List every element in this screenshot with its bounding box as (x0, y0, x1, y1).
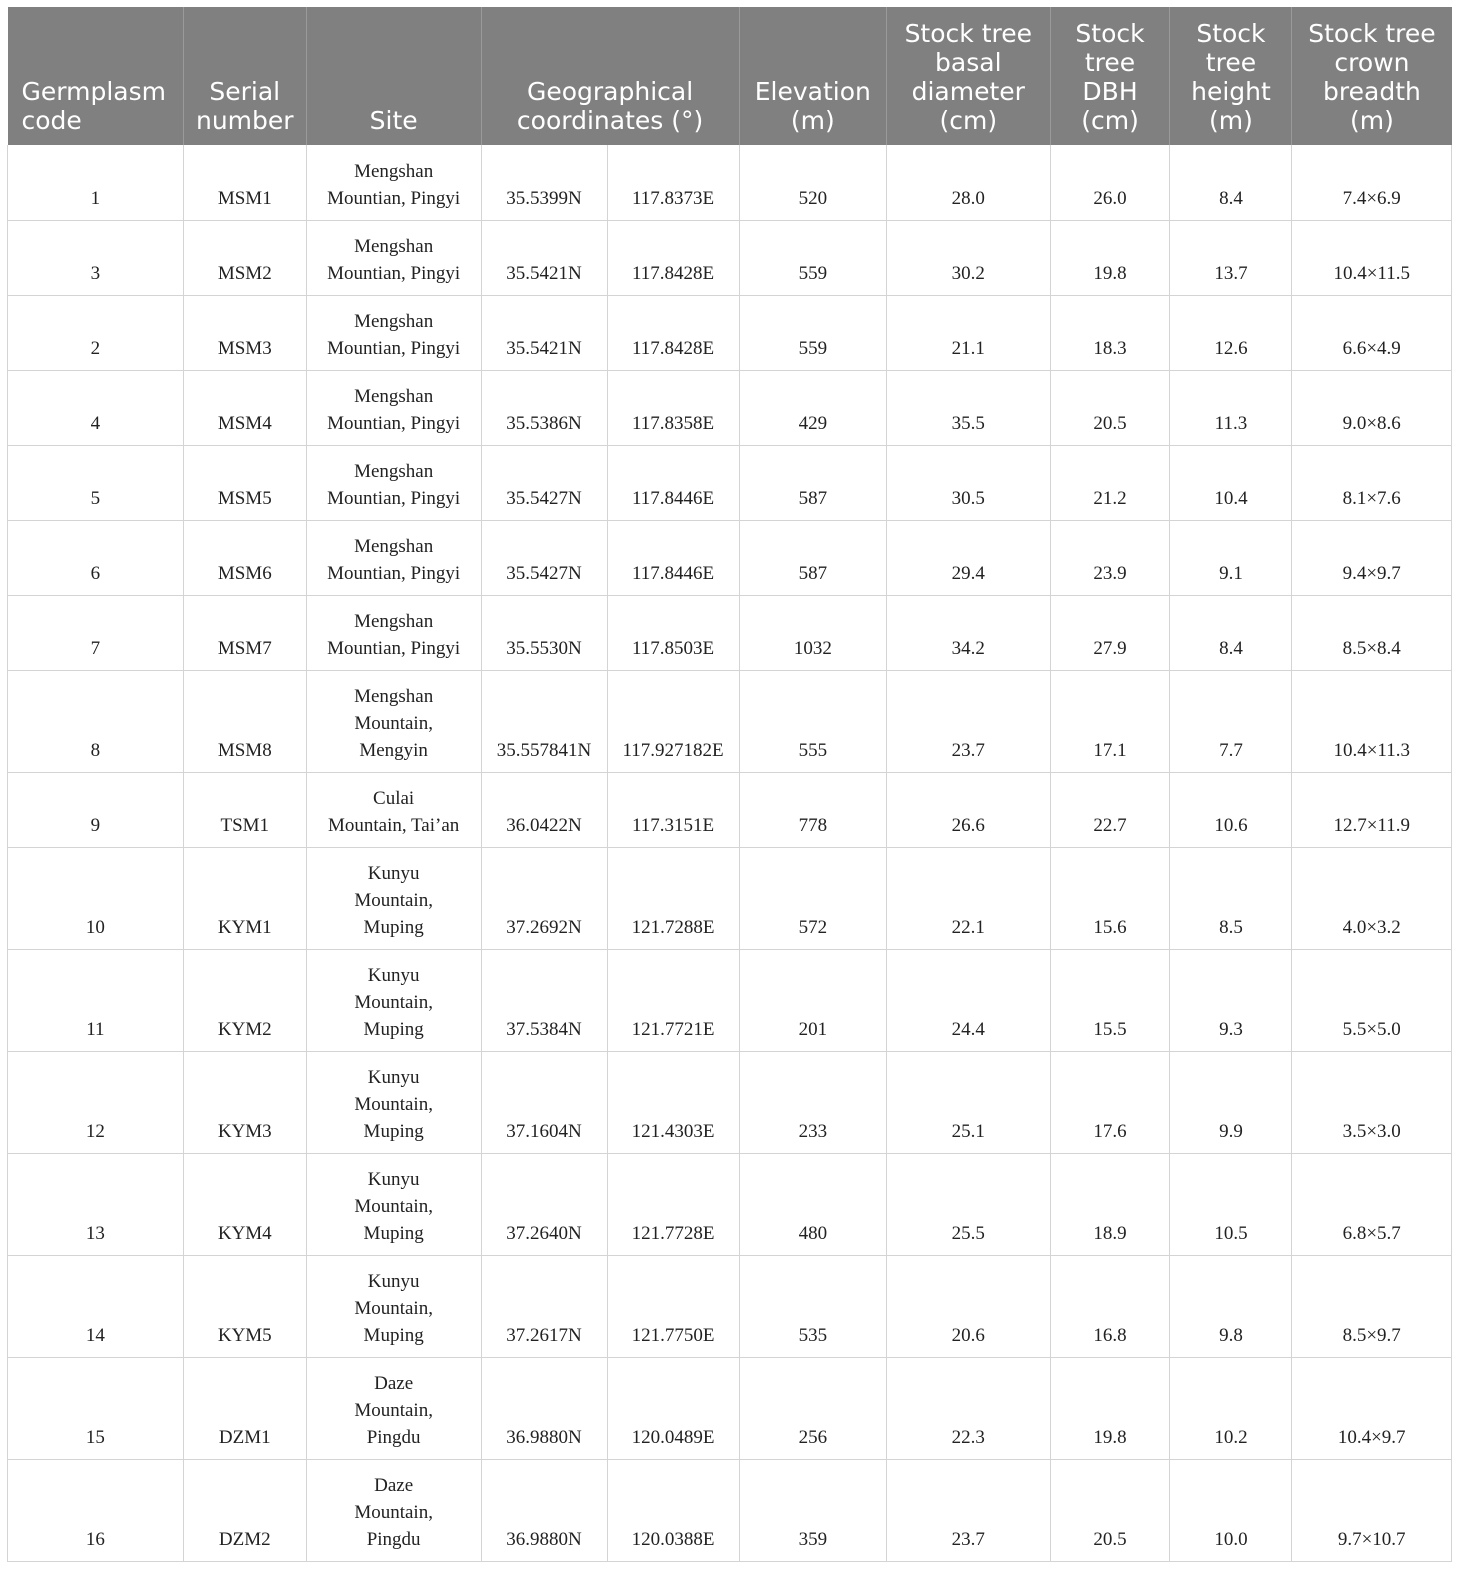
table-container (7, 7, 1452, 1562)
cell-crown-breadth: 6.8×5.7 (1292, 1153, 1452, 1255)
cell-longitude: 117.8428E (607, 295, 739, 370)
header-height: Stock tree height (m) (1170, 7, 1292, 145)
cell-germplasm-code: 8 (8, 670, 184, 772)
cell-basal-diameter: 25.1 (886, 1051, 1050, 1153)
cell-longitude: 117.3151E (607, 772, 739, 847)
header-elevation: Elevation (m) (739, 7, 886, 145)
site-line: Mountain, (354, 1399, 433, 1421)
cell-longitude: 121.4303E (607, 1051, 739, 1153)
cell-serial-number: TSM1 (183, 772, 306, 847)
cell-germplasm-code: 13 (8, 1153, 184, 1255)
header-site: Site (306, 7, 481, 145)
site-line: Muping (363, 1222, 424, 1244)
cell-germplasm-code: 11 (8, 949, 184, 1051)
site-line: Mountain, Tai’an (327, 814, 460, 836)
cell-latitude: 35.5386N (481, 370, 607, 445)
cell-elevation: 520 (739, 145, 886, 220)
cell-crown-breadth: 12.7×11.9 (1292, 772, 1452, 847)
cell-site (306, 772, 481, 847)
cell-height: 8.5 (1170, 847, 1292, 949)
cell-site (306, 220, 481, 295)
site-line: Mountian, Pingyi (327, 562, 461, 584)
header-germplasm-code: Germplasm code (8, 7, 184, 145)
site-line: Mountain, (354, 889, 433, 911)
site-line: Mountain, (354, 1195, 433, 1217)
cell-dbh: 20.5 (1050, 1459, 1170, 1561)
site-line: Mengshan (354, 235, 434, 257)
header-serial-number: Serial number (183, 7, 306, 145)
site-line: Muping (363, 1018, 424, 1040)
site-line: Mengshan (354, 160, 434, 182)
cell-longitude: 121.7288E (607, 847, 739, 949)
cell-longitude: 117.8358E (607, 370, 739, 445)
cell-height: 9.8 (1170, 1255, 1292, 1357)
cell-germplasm-code: 4 (8, 370, 184, 445)
table-row (8, 520, 1452, 595)
site-line: Mengshan (354, 685, 434, 707)
table-header (8, 7, 1452, 145)
cell-site (306, 670, 481, 772)
cell-height: 12.6 (1170, 295, 1292, 370)
cell-dbh: 18.9 (1050, 1153, 1170, 1255)
site-line: Mountian, Pingyi (327, 637, 461, 659)
cell-site (306, 1051, 481, 1153)
cell-longitude: 121.7721E (607, 949, 739, 1051)
cell-dbh: 19.8 (1050, 220, 1170, 295)
site-line: Muping (363, 916, 424, 938)
cell-serial-number: MSM2 (183, 220, 306, 295)
cell-elevation: 1032 (739, 595, 886, 670)
site-line: Mountain, (354, 1501, 433, 1523)
table-row (8, 220, 1452, 295)
header-geographical-coordinates: Geographical coordinates (°) (481, 7, 739, 145)
cell-serial-number: DZM2 (183, 1459, 306, 1561)
header-crown-breadth: Stock tree crown breadth (m) (1292, 7, 1452, 145)
cell-elevation: 233 (739, 1051, 886, 1153)
cell-dbh: 17.1 (1050, 670, 1170, 772)
cell-basal-diameter: 24.4 (886, 949, 1050, 1051)
cell-germplasm-code: 6 (8, 520, 184, 595)
cell-site (306, 1357, 481, 1459)
cell-site (306, 1255, 481, 1357)
cell-longitude: 121.7728E (607, 1153, 739, 1255)
cell-crown-breadth: 4.0×3.2 (1292, 847, 1452, 949)
site-line: Kunyu (367, 1168, 420, 1190)
cell-germplasm-code: 15 (8, 1357, 184, 1459)
cell-crown-breadth: 10.4×9.7 (1292, 1357, 1452, 1459)
cell-elevation: 559 (739, 220, 886, 295)
cell-height: 8.4 (1170, 595, 1292, 670)
cell-height: 13.7 (1170, 220, 1292, 295)
cell-elevation: 778 (739, 772, 886, 847)
cell-crown-breadth: 8.5×9.7 (1292, 1255, 1452, 1357)
cell-elevation: 587 (739, 445, 886, 520)
cell-elevation: 201 (739, 949, 886, 1051)
table-row (8, 1051, 1452, 1153)
cell-latitude: 36.0422N (481, 772, 607, 847)
site-line: Muping (363, 1324, 424, 1346)
cell-height: 11.3 (1170, 370, 1292, 445)
cell-site (306, 949, 481, 1051)
site-line: Pingdu (366, 1528, 421, 1550)
site-line: Daze (374, 1372, 414, 1394)
cell-dbh: 27.9 (1050, 595, 1170, 670)
table-row (8, 847, 1452, 949)
cell-longitude: 120.0489E (607, 1357, 739, 1459)
cell-longitude: 117.8503E (607, 595, 739, 670)
cell-germplasm-code: 14 (8, 1255, 184, 1357)
cell-site (306, 370, 481, 445)
cell-basal-diameter: 30.5 (886, 445, 1050, 520)
cell-germplasm-code: 10 (8, 847, 184, 949)
site-line: Kunyu (367, 1066, 420, 1088)
cell-serial-number: KYM5 (183, 1255, 306, 1357)
cell-serial-number: KYM1 (183, 847, 306, 949)
cell-latitude: 36.9880N (481, 1357, 607, 1459)
cell-site (306, 1459, 481, 1561)
table-row (8, 1153, 1452, 1255)
cell-longitude: 120.0388E (607, 1459, 739, 1561)
cell-basal-diameter: 23.7 (886, 670, 1050, 772)
cell-basal-diameter: 23.7 (886, 1459, 1050, 1561)
cell-longitude: 117.8446E (607, 445, 739, 520)
cell-elevation: 535 (739, 1255, 886, 1357)
site-line: Muping (363, 1120, 424, 1142)
cell-height: 7.7 (1170, 670, 1292, 772)
germplasm-table (7, 7, 1452, 1562)
cell-dbh: 17.6 (1050, 1051, 1170, 1153)
site-line: Kunyu (367, 964, 420, 986)
cell-germplasm-code: 7 (8, 595, 184, 670)
site-line: Kunyu (367, 1270, 420, 1292)
cell-latitude: 36.9880N (481, 1459, 607, 1561)
cell-basal-diameter: 28.0 (886, 145, 1050, 220)
cell-elevation: 555 (739, 670, 886, 772)
cell-height: 9.3 (1170, 949, 1292, 1051)
site-line: Mengshan (354, 460, 434, 482)
cell-serial-number: KYM4 (183, 1153, 306, 1255)
cell-latitude: 37.2692N (481, 847, 607, 949)
cell-dbh: 21.2 (1050, 445, 1170, 520)
cell-basal-diameter: 22.3 (886, 1357, 1050, 1459)
cell-latitude: 35.5421N (481, 295, 607, 370)
cell-elevation: 480 (739, 1153, 886, 1255)
cell-latitude: 37.2640N (481, 1153, 607, 1255)
cell-basal-diameter: 22.1 (886, 847, 1050, 949)
cell-basal-diameter: 26.6 (886, 772, 1050, 847)
cell-latitude: 35.5399N (481, 145, 607, 220)
site-line: Mountain, (354, 712, 433, 734)
cell-basal-diameter: 34.2 (886, 595, 1050, 670)
cell-dbh: 23.9 (1050, 520, 1170, 595)
cell-site (306, 445, 481, 520)
cell-germplasm-code: 5 (8, 445, 184, 520)
cell-dbh: 16.8 (1050, 1255, 1170, 1357)
site-line: Pingdu (366, 1426, 421, 1448)
cell-site (306, 1153, 481, 1255)
cell-latitude: 35.557841N (481, 670, 607, 772)
table-row (8, 1459, 1452, 1561)
header-basal-diameter: Stock tree basal diameter (cm) (886, 7, 1050, 145)
site-line: Mengshan (354, 310, 434, 332)
cell-elevation: 359 (739, 1459, 886, 1561)
table-row (8, 670, 1452, 772)
site-line: Mountian, Pingyi (327, 487, 461, 509)
cell-basal-diameter: 25.5 (886, 1153, 1050, 1255)
cell-site (306, 295, 481, 370)
cell-serial-number: MSM1 (183, 145, 306, 220)
table-row (8, 949, 1452, 1051)
site-line: Mountain, (354, 1297, 433, 1319)
table-row (8, 1255, 1452, 1357)
cell-height: 9.1 (1170, 520, 1292, 595)
cell-crown-breadth: 3.5×3.0 (1292, 1051, 1452, 1153)
cell-crown-breadth: 9.7×10.7 (1292, 1459, 1452, 1561)
table-row (8, 295, 1452, 370)
cell-longitude: 117.927182E (607, 670, 739, 772)
cell-crown-breadth: 6.6×4.9 (1292, 295, 1452, 370)
cell-basal-diameter: 20.6 (886, 1255, 1050, 1357)
table-row (8, 445, 1452, 520)
cell-crown-breadth: 9.4×9.7 (1292, 520, 1452, 595)
site-line: Mountian, Pingyi (327, 337, 461, 359)
cell-basal-diameter: 30.2 (886, 220, 1050, 295)
site-line: Mountain, (354, 1093, 433, 1115)
cell-serial-number: MSM8 (183, 670, 306, 772)
cell-crown-breadth: 10.4×11.3 (1292, 670, 1452, 772)
cell-latitude: 37.1604N (481, 1051, 607, 1153)
cell-site (306, 145, 481, 220)
site-line: Mountian, Pingyi (327, 187, 461, 209)
site-line: Mengyin (359, 739, 428, 761)
cell-basal-diameter: 21.1 (886, 295, 1050, 370)
cell-height: 8.4 (1170, 145, 1292, 220)
table-row (8, 772, 1452, 847)
cell-crown-breadth: 8.1×7.6 (1292, 445, 1452, 520)
cell-crown-breadth: 9.0×8.6 (1292, 370, 1452, 445)
cell-crown-breadth: 8.5×8.4 (1292, 595, 1452, 670)
cell-height: 10.0 (1170, 1459, 1292, 1561)
site-line: Mountian, Pingyi (327, 412, 461, 434)
cell-height: 9.9 (1170, 1051, 1292, 1153)
cell-height: 10.5 (1170, 1153, 1292, 1255)
cell-longitude: 121.7750E (607, 1255, 739, 1357)
cell-serial-number: MSM4 (183, 370, 306, 445)
cell-elevation: 572 (739, 847, 886, 949)
table-row (8, 145, 1452, 220)
cell-height: 10.4 (1170, 445, 1292, 520)
cell-serial-number: DZM1 (183, 1357, 306, 1459)
cell-germplasm-code: 3 (8, 220, 184, 295)
cell-dbh: 18.3 (1050, 295, 1170, 370)
cell-longitude: 117.8428E (607, 220, 739, 295)
table-body (8, 145, 1452, 1561)
cell-germplasm-code: 12 (8, 1051, 184, 1153)
cell-latitude: 35.5421N (481, 220, 607, 295)
cell-germplasm-code: 1 (8, 145, 184, 220)
header-row (8, 7, 1452, 145)
cell-dbh: 19.8 (1050, 1357, 1170, 1459)
cell-site (306, 847, 481, 949)
cell-crown-breadth: 7.4×6.9 (1292, 145, 1452, 220)
cell-elevation: 587 (739, 520, 886, 595)
cell-serial-number: MSM5 (183, 445, 306, 520)
cell-serial-number: KYM3 (183, 1051, 306, 1153)
site-line: Mengshan (354, 535, 434, 557)
cell-longitude: 117.8373E (607, 145, 739, 220)
site-line: Mountian, Pingyi (327, 262, 461, 284)
site-line: Kunyu (367, 862, 420, 884)
cell-site (306, 595, 481, 670)
site-line: Mengshan (354, 610, 434, 632)
cell-height: 10.2 (1170, 1357, 1292, 1459)
cell-elevation: 256 (739, 1357, 886, 1459)
cell-basal-diameter: 35.5 (886, 370, 1050, 445)
cell-dbh: 26.0 (1050, 145, 1170, 220)
header-dbh: Stock tree DBH (cm) (1050, 7, 1170, 145)
site-line: Daze (374, 1474, 414, 1496)
table-row (8, 1357, 1452, 1459)
cell-crown-breadth: 5.5×5.0 (1292, 949, 1452, 1051)
cell-crown-breadth: 10.4×11.5 (1292, 220, 1452, 295)
table-row (8, 595, 1452, 670)
cell-height: 10.6 (1170, 772, 1292, 847)
cell-dbh: 15.6 (1050, 847, 1170, 949)
cell-latitude: 35.5530N (481, 595, 607, 670)
cell-latitude: 37.2617N (481, 1255, 607, 1357)
cell-basal-diameter: 29.4 (886, 520, 1050, 595)
cell-elevation: 429 (739, 370, 886, 445)
cell-germplasm-code: 2 (8, 295, 184, 370)
cell-serial-number: MSM3 (183, 295, 306, 370)
cell-site (306, 520, 481, 595)
cell-serial-number: MSM6 (183, 520, 306, 595)
cell-latitude: 37.5384N (481, 949, 607, 1051)
cell-dbh: 15.5 (1050, 949, 1170, 1051)
cell-latitude: 35.5427N (481, 445, 607, 520)
cell-dbh: 22.7 (1050, 772, 1170, 847)
site-line: Culai (373, 787, 415, 809)
cell-elevation: 559 (739, 295, 886, 370)
cell-serial-number: KYM2 (183, 949, 306, 1051)
cell-serial-number: MSM7 (183, 595, 306, 670)
cell-longitude: 117.8446E (607, 520, 739, 595)
cell-germplasm-code: 9 (8, 772, 184, 847)
site-line: Mountain, (354, 991, 433, 1013)
table-row (8, 370, 1452, 445)
site-line: Mengshan (354, 385, 434, 407)
cell-germplasm-code: 16 (8, 1459, 184, 1561)
cell-dbh: 20.5 (1050, 370, 1170, 445)
cell-latitude: 35.5427N (481, 520, 607, 595)
